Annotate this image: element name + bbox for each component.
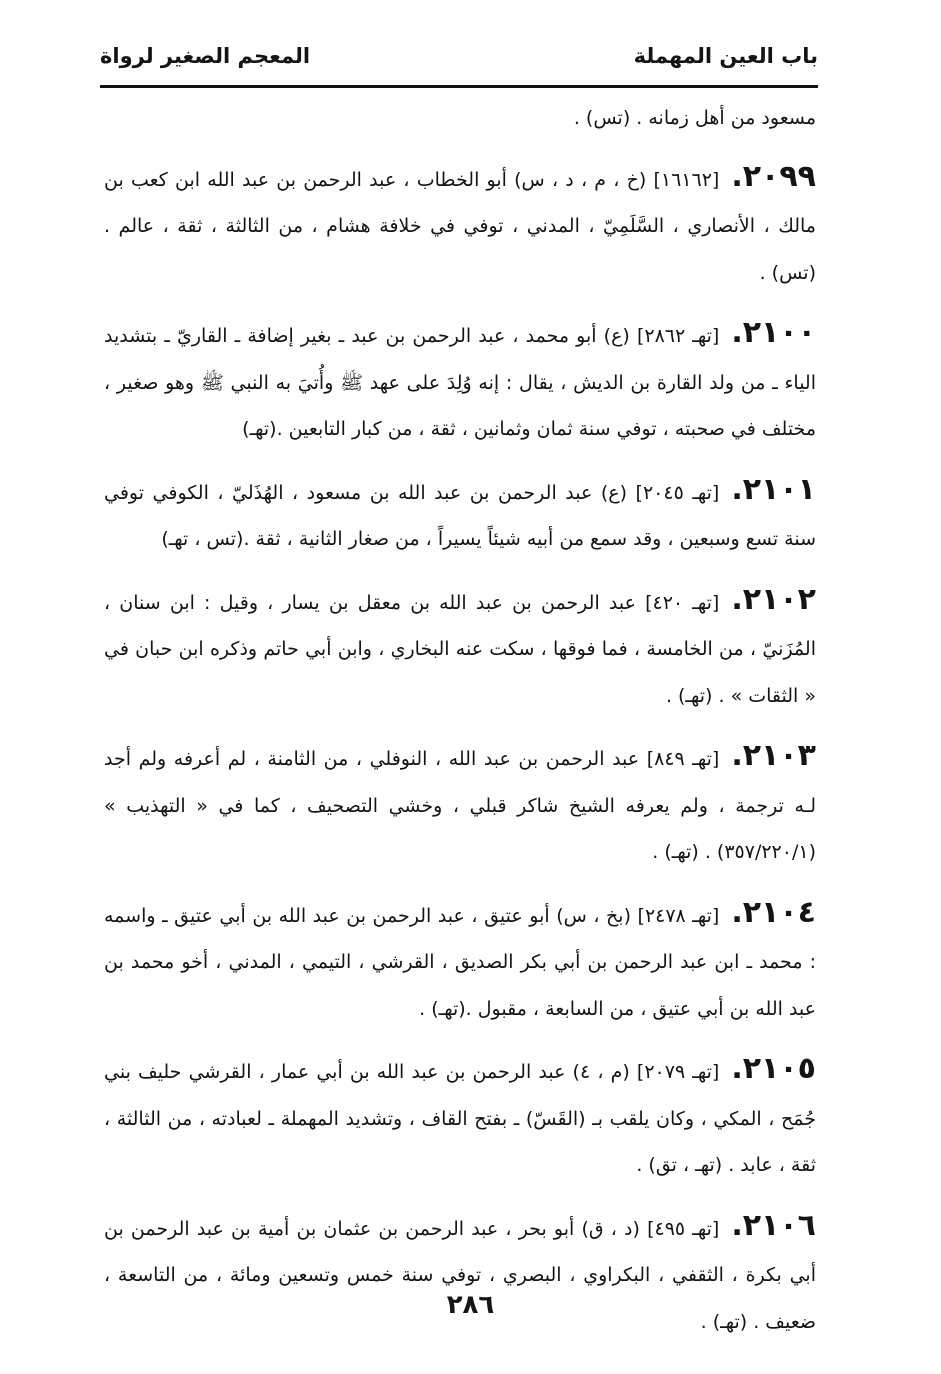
entry-2102 xyxy=(104,577,816,720)
entry-number: ٢٠٩٩. xyxy=(731,158,816,194)
entry-number: ٢١٠٠. xyxy=(731,315,816,350)
page-number: ٢٨٦ xyxy=(446,1290,495,1320)
entry-2099 xyxy=(104,154,816,297)
entry-2106 xyxy=(104,1203,816,1346)
entry-text: [تهـ ٢٤٧٨] (بخ ، س) أبو عتيق ، عبد الرحمن بن عبد الله بن أبي عتيق ـ واسمه : محمد ـ ابن عبد الرحمن بن أبي بكر الصديق ، القرشي ، التيمي ، المدني ، أخو محمد بن عبد الله بن أبي عتيق ، من السابعة ، مقبول .(تهـ) . xyxy=(104,904,816,1020)
entry-number: ٢١٠٥. xyxy=(731,1051,816,1086)
entry-text: [تهـ ٢٠٤٥] (ع) عبد الرحمن بن عبد الله بن مسعود ، الهُذَليّ ، الكوفي توفي سنة تسع وسبعين ، وقد سمع من أبيه شيئاً يسيراً ، من صغار الثانية ، ثقة .(تس ، تهـ) xyxy=(104,481,816,550)
entry-text: مسعود من أهل زمانه . (تس) . xyxy=(573,107,816,129)
entry-2101 xyxy=(104,467,816,563)
entry-text: [تهـ ٨٤٩] عبد الرحمن بن عبد الله ، النوفلي ، من الثامنة ، لم أعرفه ولم أجد لـه ترجمة ، ولم يعرفه الشيخ شاكر قبلي ، وخشي التصحيف ، كما في « التهذيب » (٣٥٧/٢٢٠/١) . (تهـ) . xyxy=(104,748,816,863)
entry-number: ٢١٠٦. xyxy=(731,1207,816,1243)
entry-number: ٢١٠١. xyxy=(731,471,816,507)
entry-number: ٢١٠٢. xyxy=(731,581,816,617)
entry-continuation xyxy=(104,95,816,142)
entry-text: [تهـ ٢٠٧٩] (م ، ٤) عبد الرحمن بن عبد الله بن أبي عمار ، القرشي حليف بني جُمَح ، المكي ، وكان يلقب بـ (القَسّ) ـ بفتح القاف ، وتشديد المهملة ـ لعبادته ، من الثالثة ، ثقة ، عابد . (تهـ ، تق) . xyxy=(104,1061,816,1176)
entries-list xyxy=(104,95,816,1359)
entry-2105 xyxy=(104,1046,816,1189)
entry-text: [تهـ ٤٢٠] عبد الرحمن بن عبد الله بن معقل بن يسار ، وقيل : ابن سنان ، المُزَنيّ ، من الخامسة ، فما فوقها ، سكت عنه البخاري ، وابن أبي حاتم وذكره ابن حبان في « الثقات » . (تهـ) . xyxy=(104,591,816,707)
entry-number: ٢١٠٤. xyxy=(731,894,816,930)
book-title: المعجم الصغير لرواة xyxy=(100,44,311,68)
entry-2104 xyxy=(104,890,816,1033)
entry-number: ٢١٠٣. xyxy=(731,738,816,773)
entry-text: [تهـ ٤٩٥] (د ، ق) أبو بحر ، عبد الرحمن بن عثمان بن أمية بن عبد الرحمن بن أبي بكرة ، الثقفي ، البكراوي ، البصري ، توفي سنة خمس وتسعين ومائة ، من التاسعة ، ضعيف . (تهـ) . xyxy=(104,1217,816,1333)
entry-text: [١٦١٦٢] (خ ، م ، د ، س) أبو الخطاب ، عبد الرحمن بن عبد الله ابن كعب بن مالك ، الأنصاري ، السَّلَمِيّ ، المدني ، توفي في خلافة هشام ، من الثالثة ، ثقة ، عالم . (تس) . xyxy=(104,168,816,284)
header-rule xyxy=(100,85,818,88)
entry-2100 xyxy=(104,310,816,453)
chapter-title: باب العين المهملة xyxy=(633,44,818,68)
entry-2103 xyxy=(104,733,816,876)
running-header xyxy=(100,36,818,76)
entry-text: [تهـ ٢٨٦٢] (ع) أبو محمد ، عبد الرحمن بن عبد ـ بغير إضافة ـ القاريّ ـ بتشديد الياء ـ من ولد القارة بن الديش ، يقال : إنه وُلِدَ على عهد ﷺ وأُتيَ به النبي ﷺ وهو صغير ، مختلف في صحبته ، توفي سنة ثمان وثمانين ، ثقة ، من كبار التابعين .(تهـ) xyxy=(104,325,816,440)
